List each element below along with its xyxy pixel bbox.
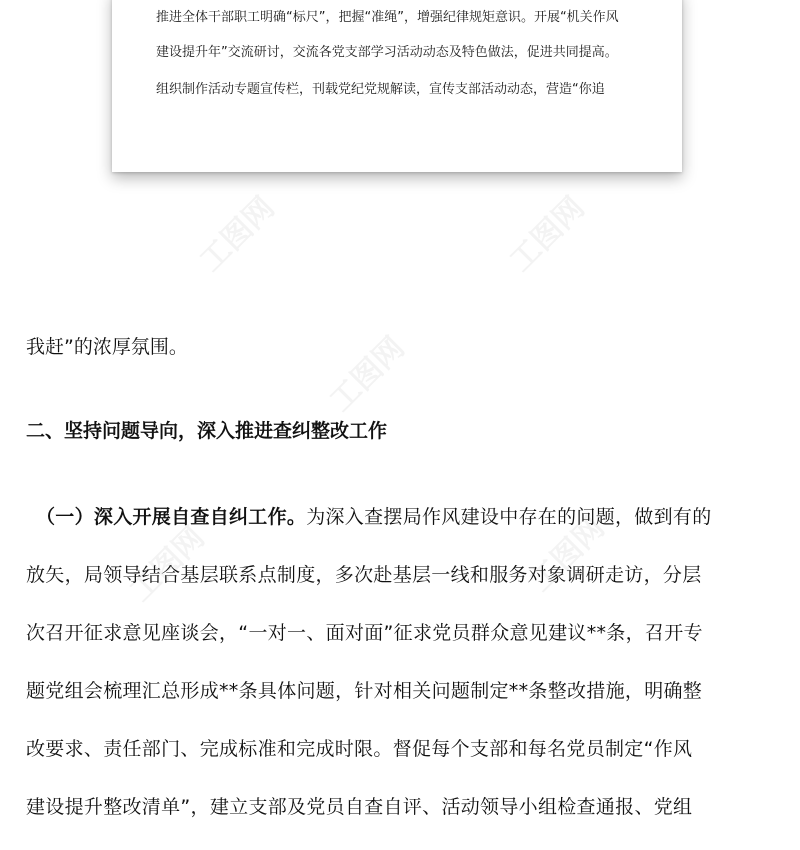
- watermark: 工图网: [193, 190, 282, 279]
- paragraph-text: 为深入查摆局作风建设中存在的问题，做到有的: [306, 506, 712, 528]
- watermark: 工图网: [503, 190, 592, 279]
- paragraph-line: 次召开征求意见座谈会，“一对一、面对面”征求党员群众意见建议**条，召开专: [26, 622, 703, 644]
- paragraph-line: 放矢，局领导结合基层联系点制度，多次赴基层一线和服务对象调研走访，分层: [26, 564, 702, 586]
- paragraph-line: 改要求、责任部门、完成标准和完成时限。督促每个支部和每名党员制定“作风: [26, 738, 693, 760]
- paragraph-line: 建设提升整改清单”，建立支部及党员自查自评、活动领导小组检查通报、党组: [26, 796, 693, 818]
- document-preview-card: [112, 0, 682, 172]
- watermark: 工图网: [523, 510, 612, 599]
- paragraph-line: [26, 502, 782, 532]
- watermark: 工图网: [123, 520, 212, 609]
- section-heading: 二、坚持问题导向，深入推进查纠整改工作: [26, 420, 388, 442]
- card-text-line: 推进全体干部职工明确“标尺”，把握“准绳”，增强纪律规矩意识。开展“机关作风: [156, 10, 619, 25]
- body-paragraph: [26, 502, 782, 850]
- paragraph-continuation: 我赶”的浓厚氛围。: [26, 336, 188, 358]
- paragraph-line: 题党组会梳理汇总形成**条具体问题，针对相关问题制定**条整改措施，明确整: [26, 680, 703, 702]
- card-text-line: 建设提升年”交流研讨，交流各党支部学习活动动态及特色做法，促进共同提高。: [156, 45, 618, 60]
- watermark: 工图网: [323, 330, 412, 419]
- paragraph-lead: （一）深入开展自查自纠工作。: [36, 506, 307, 528]
- card-text-line: 组织制作活动专题宣传栏，刊载党纪党规解读，宣传支部活动动态，营造“你追: [156, 82, 605, 97]
